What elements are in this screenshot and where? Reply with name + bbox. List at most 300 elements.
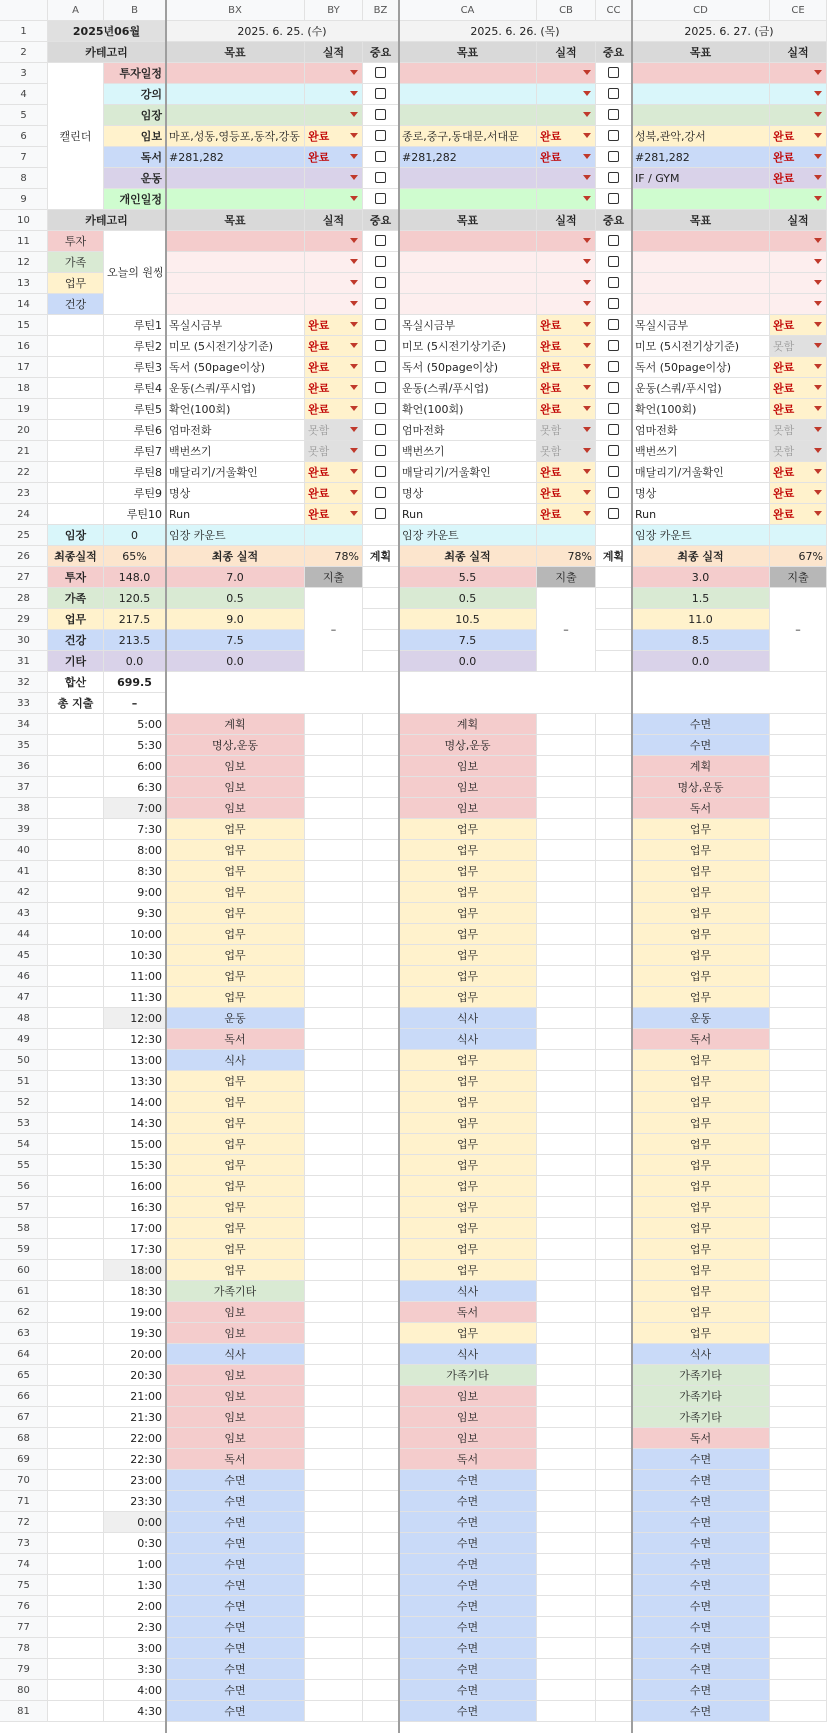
timeline-block[interactable]: 수면 <box>399 1491 537 1512</box>
routine-checkbox[interactable] <box>596 441 632 462</box>
timeline-result[interactable] <box>537 1386 596 1407</box>
row-number[interactable]: 51 <box>0 1071 48 1092</box>
timeline-result[interactable] <box>537 1638 596 1659</box>
wonthing-goal[interactable] <box>399 273 537 294</box>
timeline-result[interactable] <box>305 1134 363 1155</box>
dropdown-arrow-icon[interactable] <box>350 448 358 453</box>
dropdown-arrow-icon[interactable] <box>814 70 822 75</box>
routine-status[interactable]: 완료 <box>305 504 363 525</box>
important-checkbox[interactable] <box>596 147 632 168</box>
checkbox-icon[interactable] <box>375 172 386 183</box>
checkbox-icon[interactable] <box>375 235 386 246</box>
timeline-result[interactable] <box>537 945 596 966</box>
timeline-block[interactable]: 수면 <box>166 1575 305 1596</box>
row-number[interactable]: 43 <box>0 903 48 924</box>
timeline-block[interactable]: 수면 <box>399 1701 537 1722</box>
row-number[interactable]: 38 <box>0 798 48 819</box>
checkbox-icon[interactable] <box>375 298 386 309</box>
checkbox-icon[interactable] <box>608 508 619 519</box>
timeline-result[interactable] <box>537 1008 596 1029</box>
timeline-result[interactable] <box>537 1470 596 1491</box>
timeline-block[interactable]: 업무 <box>632 966 770 987</box>
timeline-block[interactable]: 업무 <box>632 1281 770 1302</box>
timeline-block[interactable]: 업무 <box>399 987 537 1008</box>
timeline-block[interactable]: 임보 <box>166 1323 305 1344</box>
dropdown-arrow-icon[interactable] <box>350 280 358 285</box>
timeline-block[interactable]: 수면 <box>632 1680 770 1701</box>
timeline-block[interactable]: 임보 <box>399 1386 537 1407</box>
schedule-goal[interactable] <box>632 63 770 84</box>
routine-status[interactable]: 완료 <box>305 336 363 357</box>
wonthing-goal[interactable] <box>632 252 770 273</box>
wonthing-goal[interactable] <box>166 273 305 294</box>
timeline-result[interactable] <box>305 819 363 840</box>
schedule-goal[interactable] <box>399 63 537 84</box>
timeline-block[interactable]: 임보 <box>166 1386 305 1407</box>
row-number[interactable]: 6 <box>0 126 48 147</box>
timeline-block[interactable]: 업무 <box>399 1134 537 1155</box>
routine-checkbox[interactable] <box>596 462 632 483</box>
timeline-result[interactable] <box>770 1575 827 1596</box>
timeline-block[interactable]: 수면 <box>399 1512 537 1533</box>
row-number[interactable]: 50 <box>0 1050 48 1071</box>
routine-checkbox[interactable] <box>596 378 632 399</box>
schedule-goal[interactable]: #281,282 <box>166 147 305 168</box>
timeline-result[interactable] <box>770 819 827 840</box>
important-checkbox[interactable] <box>596 273 632 294</box>
column-header-CE[interactable]: CE <box>770 0 827 21</box>
dropdown-arrow-icon[interactable] <box>814 448 822 453</box>
wonthing-goal[interactable] <box>632 231 770 252</box>
timeline-block[interactable]: 임보 <box>166 1302 305 1323</box>
schedule-status[interactable] <box>770 84 827 105</box>
timeline-block[interactable]: 수면 <box>632 1554 770 1575</box>
routine-goal[interactable]: 명상 <box>166 483 305 504</box>
checkbox-icon[interactable] <box>608 466 619 477</box>
dropdown-arrow-icon[interactable] <box>814 259 822 264</box>
checkbox-icon[interactable] <box>608 151 619 162</box>
schedule-goal[interactable]: 종로,중구,동대문,서대문 <box>399 126 537 147</box>
timeline-result[interactable] <box>537 903 596 924</box>
row-number[interactable]: 18 <box>0 378 48 399</box>
row-number[interactable]: 76 <box>0 1596 48 1617</box>
timeline-result[interactable] <box>305 1575 363 1596</box>
dropdown-arrow-icon[interactable] <box>583 364 591 369</box>
timeline-block[interactable]: 식사 <box>399 1029 537 1050</box>
routine-goal[interactable]: Run <box>632 504 770 525</box>
row-number[interactable]: 48 <box>0 1008 48 1029</box>
important-checkbox[interactable] <box>596 105 632 126</box>
timeline-block[interactable]: 업무 <box>632 1260 770 1281</box>
schedule-goal[interactable] <box>632 84 770 105</box>
dropdown-arrow-icon[interactable] <box>814 91 822 96</box>
timeline-block[interactable]: 임보 <box>166 1407 305 1428</box>
timeline-block[interactable]: 수면 <box>166 1470 305 1491</box>
timeline-block[interactable]: 수면 <box>632 1638 770 1659</box>
timeline-result[interactable] <box>770 1239 827 1260</box>
timeline-block[interactable]: 수면 <box>166 1680 305 1701</box>
timeline-block[interactable]: 업무 <box>399 1323 537 1344</box>
timeline-block[interactable]: 가족기타 <box>632 1386 770 1407</box>
wonthing-status[interactable] <box>770 252 827 273</box>
row-number[interactable]: 5 <box>0 105 48 126</box>
row-number[interactable]: 63 <box>0 1323 48 1344</box>
important-checkbox[interactable] <box>363 189 399 210</box>
timeline-block[interactable]: 업무 <box>399 1197 537 1218</box>
timeline-block[interactable]: 업무 <box>166 1155 305 1176</box>
timeline-result[interactable] <box>305 1617 363 1638</box>
row-number[interactable]: 45 <box>0 945 48 966</box>
timeline-block[interactable]: 업무 <box>166 924 305 945</box>
timeline-result[interactable] <box>770 1638 827 1659</box>
timeline-block[interactable]: 업무 <box>632 1176 770 1197</box>
timeline-result[interactable] <box>770 1176 827 1197</box>
checkbox-icon[interactable] <box>608 109 619 120</box>
schedule-status[interactable] <box>305 84 363 105</box>
important-checkbox[interactable] <box>363 231 399 252</box>
timeline-result[interactable] <box>305 1533 363 1554</box>
wonthing-status[interactable] <box>537 273 596 294</box>
timeline-result[interactable] <box>305 1260 363 1281</box>
checkbox-icon[interactable] <box>375 487 386 498</box>
timeline-block[interactable]: 운동 <box>632 1008 770 1029</box>
row-number[interactable]: 46 <box>0 966 48 987</box>
timeline-block[interactable]: 수면 <box>166 1533 305 1554</box>
routine-checkbox[interactable] <box>363 315 399 336</box>
timeline-result[interactable] <box>537 840 596 861</box>
routine-goal[interactable]: 엄마전화 <box>166 420 305 441</box>
routine-checkbox[interactable] <box>596 357 632 378</box>
timeline-block[interactable]: 식사 <box>399 1008 537 1029</box>
timeline-result[interactable] <box>537 1680 596 1701</box>
timeline-result[interactable] <box>770 1155 827 1176</box>
routine-goal[interactable]: 명상 <box>399 483 537 504</box>
timeline-result[interactable] <box>537 1176 596 1197</box>
dropdown-arrow-icon[interactable] <box>583 406 591 411</box>
dropdown-arrow-icon[interactable] <box>583 490 591 495</box>
timeline-block[interactable]: 명상,운동 <box>166 735 305 756</box>
timeline-result[interactable] <box>305 1092 363 1113</box>
routine-status[interactable]: 완료 <box>770 315 827 336</box>
wonthing-status[interactable] <box>305 273 363 294</box>
timeline-result[interactable] <box>770 1344 827 1365</box>
routine-checkbox[interactable] <box>363 399 399 420</box>
row-number[interactable]: 78 <box>0 1638 48 1659</box>
timeline-block[interactable]: 업무 <box>166 1197 305 1218</box>
timeline-result[interactable] <box>770 1470 827 1491</box>
checkbox-icon[interactable] <box>375 130 386 141</box>
routine-status[interactable]: 완료 <box>305 378 363 399</box>
row-number[interactable]: 37 <box>0 777 48 798</box>
wonthing-status[interactable] <box>770 273 827 294</box>
important-checkbox[interactable] <box>363 105 399 126</box>
timeline-result[interactable] <box>770 714 827 735</box>
timeline-block[interactable]: 업무 <box>632 987 770 1008</box>
row-number[interactable]: 70 <box>0 1470 48 1491</box>
timeline-block[interactable]: 업무 <box>166 1134 305 1155</box>
dropdown-arrow-icon[interactable] <box>814 175 822 180</box>
checkbox-icon[interactable] <box>608 235 619 246</box>
timeline-result[interactable] <box>770 945 827 966</box>
wonthing-goal[interactable] <box>399 294 537 315</box>
routine-status[interactable]: 완료 <box>305 357 363 378</box>
timeline-result[interactable] <box>770 1407 827 1428</box>
timeline-result[interactable] <box>537 1071 596 1092</box>
timeline-block[interactable]: 수면 <box>632 1533 770 1554</box>
timeline-block[interactable]: 수면 <box>632 1596 770 1617</box>
timeline-block[interactable]: 독서 <box>399 1302 537 1323</box>
timeline-block[interactable]: 업무 <box>399 1092 537 1113</box>
timeline-result[interactable] <box>537 1659 596 1680</box>
routine-status[interactable]: 완료 <box>305 483 363 504</box>
timeline-block[interactable]: 계획 <box>632 756 770 777</box>
timeline-block[interactable]: 식사 <box>166 1344 305 1365</box>
timeline-result[interactable] <box>770 777 827 798</box>
timeline-block[interactable]: 수면 <box>399 1575 537 1596</box>
routine-goal[interactable]: 독서 (50page이상) <box>632 357 770 378</box>
schedule-goal[interactable]: IF / GYM <box>632 168 770 189</box>
timeline-result[interactable] <box>305 1029 363 1050</box>
timeline-result[interactable] <box>305 1407 363 1428</box>
timeline-result[interactable] <box>537 966 596 987</box>
wonthing-status[interactable] <box>537 252 596 273</box>
timeline-result[interactable] <box>770 1197 827 1218</box>
timeline-result[interactable] <box>770 987 827 1008</box>
timeline-result[interactable] <box>770 1260 827 1281</box>
timeline-result[interactable] <box>537 1575 596 1596</box>
routine-status[interactable]: 완료 <box>305 399 363 420</box>
wonthing-status[interactable] <box>305 231 363 252</box>
dropdown-arrow-icon[interactable] <box>350 175 358 180</box>
timeline-result[interactable] <box>770 1071 827 1092</box>
timeline-result[interactable] <box>537 1092 596 1113</box>
timeline-block[interactable]: 식사 <box>399 1281 537 1302</box>
dropdown-arrow-icon[interactable] <box>583 448 591 453</box>
checkbox-icon[interactable] <box>608 403 619 414</box>
timeline-result[interactable] <box>537 1197 596 1218</box>
routine-goal[interactable]: 미모 (5시전기상기준) <box>166 336 305 357</box>
timeline-block[interactable]: 업무 <box>399 1260 537 1281</box>
row-number[interactable]: 64 <box>0 1344 48 1365</box>
schedule-goal[interactable]: 마포,성동,영등포,동작,강동 <box>166 126 305 147</box>
timeline-result[interactable] <box>305 1428 363 1449</box>
dropdown-arrow-icon[interactable] <box>350 469 358 474</box>
routine-status[interactable]: 완료 <box>770 399 827 420</box>
timeline-block[interactable]: 업무 <box>166 1239 305 1260</box>
timeline-block[interactable]: 독서 <box>166 1449 305 1470</box>
timeline-result[interactable] <box>537 1365 596 1386</box>
schedule-goal[interactable] <box>399 189 537 210</box>
row-number[interactable]: 74 <box>0 1554 48 1575</box>
important-checkbox[interactable] <box>596 252 632 273</box>
timeline-result[interactable] <box>305 735 363 756</box>
schedule-status[interactable]: 완료 <box>305 126 363 147</box>
timeline-result[interactable] <box>305 840 363 861</box>
row-number[interactable]: 72 <box>0 1512 48 1533</box>
timeline-block[interactable]: 업무 <box>166 1092 305 1113</box>
routine-status[interactable]: 완료 <box>537 378 596 399</box>
timeline-block[interactable]: 업무 <box>166 1218 305 1239</box>
row-number[interactable]: 11 <box>0 231 48 252</box>
timeline-result[interactable] <box>305 1302 363 1323</box>
timeline-block[interactable]: 독서 <box>632 798 770 819</box>
row-number[interactable]: 49 <box>0 1029 48 1050</box>
routine-checkbox[interactable] <box>596 483 632 504</box>
timeline-block[interactable]: 업무 <box>399 1113 537 1134</box>
dropdown-arrow-icon[interactable] <box>583 427 591 432</box>
timeline-block[interactable]: 업무 <box>632 1323 770 1344</box>
routine-goal[interactable]: 명상 <box>632 483 770 504</box>
dropdown-arrow-icon[interactable] <box>583 259 591 264</box>
row-number[interactable]: 7 <box>0 147 48 168</box>
row-number[interactable]: 26 <box>0 546 48 567</box>
routine-status[interactable]: 못함 <box>770 336 827 357</box>
timeline-block[interactable]: 업무 <box>166 987 305 1008</box>
timeline-result[interactable] <box>770 924 827 945</box>
routine-goal[interactable]: 목실시금부 <box>632 315 770 336</box>
row-number[interactable]: 66 <box>0 1386 48 1407</box>
timeline-block[interactable]: 임보 <box>399 1407 537 1428</box>
timeline-block[interactable]: 수면 <box>632 1659 770 1680</box>
timeline-result[interactable] <box>770 1008 827 1029</box>
dropdown-arrow-icon[interactable] <box>583 280 591 285</box>
checkbox-icon[interactable] <box>375 109 386 120</box>
timeline-result[interactable] <box>537 1344 596 1365</box>
timeline-block[interactable]: 업무 <box>632 861 770 882</box>
timeline-block[interactable]: 임보 <box>166 1365 305 1386</box>
timeline-block[interactable]: 수면 <box>399 1533 537 1554</box>
checkbox-icon[interactable] <box>608 340 619 351</box>
timeline-result[interactable] <box>537 1491 596 1512</box>
routine-checkbox[interactable] <box>363 504 399 525</box>
timeline-block[interactable]: 업무 <box>166 1071 305 1092</box>
timeline-block[interactable]: 수면 <box>632 714 770 735</box>
row-number[interactable]: 69 <box>0 1449 48 1470</box>
timeline-block[interactable]: 임보 <box>399 1428 537 1449</box>
routine-goal[interactable]: Run <box>399 504 537 525</box>
dropdown-arrow-icon[interactable] <box>583 133 591 138</box>
row-number[interactable]: 75 <box>0 1575 48 1596</box>
column-header-A[interactable]: A <box>48 0 104 21</box>
row-number[interactable]: 32 <box>0 672 48 693</box>
timeline-block[interactable]: 업무 <box>632 1092 770 1113</box>
routine-status[interactable]: 완료 <box>770 357 827 378</box>
routine-status[interactable]: 완료 <box>537 462 596 483</box>
timeline-block[interactable]: 업무 <box>632 1239 770 1260</box>
timeline-block[interactable]: 업무 <box>632 1197 770 1218</box>
schedule-status[interactable] <box>537 189 596 210</box>
timeline-block[interactable]: 업무 <box>399 1239 537 1260</box>
dropdown-arrow-icon[interactable] <box>350 385 358 390</box>
timeline-block[interactable]: 업무 <box>632 882 770 903</box>
row-number[interactable]: 65 <box>0 1365 48 1386</box>
row-number[interactable]: 41 <box>0 861 48 882</box>
checkbox-icon[interactable] <box>375 67 386 78</box>
dropdown-arrow-icon[interactable] <box>583 238 591 243</box>
routine-goal[interactable]: 백번쓰기 <box>166 441 305 462</box>
row-number[interactable]: 19 <box>0 399 48 420</box>
schedule-status[interactable]: 완료 <box>770 126 827 147</box>
timeline-block[interactable]: 계획 <box>166 714 305 735</box>
dropdown-arrow-icon[interactable] <box>814 364 822 369</box>
routine-status[interactable]: 못함 <box>770 441 827 462</box>
timeline-block[interactable]: 수면 <box>399 1470 537 1491</box>
timeline-result[interactable] <box>770 1113 827 1134</box>
timeline-result[interactable] <box>537 735 596 756</box>
dropdown-arrow-icon[interactable] <box>583 70 591 75</box>
timeline-result[interactable] <box>770 903 827 924</box>
timeline-block[interactable]: 업무 <box>166 819 305 840</box>
timeline-result[interactable] <box>305 945 363 966</box>
routine-goal[interactable]: 확언(100회) <box>399 399 537 420</box>
row-number[interactable]: 35 <box>0 735 48 756</box>
dropdown-arrow-icon[interactable] <box>583 112 591 117</box>
checkbox-icon[interactable] <box>608 172 619 183</box>
wonthing-status[interactable] <box>770 231 827 252</box>
schedule-status[interactable] <box>537 168 596 189</box>
timeline-block[interactable]: 수면 <box>632 735 770 756</box>
routine-status[interactable]: 완료 <box>770 462 827 483</box>
timeline-result[interactable] <box>770 798 827 819</box>
timeline-result[interactable] <box>770 1281 827 1302</box>
timeline-result[interactable] <box>305 1554 363 1575</box>
timeline-result[interactable] <box>305 1596 363 1617</box>
schedule-goal[interactable] <box>632 189 770 210</box>
row-number[interactable]: 44 <box>0 924 48 945</box>
timeline-result[interactable] <box>770 966 827 987</box>
routine-status[interactable]: 완료 <box>770 504 827 525</box>
timeline-block[interactable]: 수면 <box>399 1680 537 1701</box>
dropdown-arrow-icon[interactable] <box>350 196 358 201</box>
wonthing-goal[interactable] <box>166 294 305 315</box>
important-checkbox[interactable] <box>363 147 399 168</box>
row-number[interactable]: 68 <box>0 1428 48 1449</box>
wonthing-goal[interactable] <box>166 252 305 273</box>
timeline-block[interactable]: 가족기타 <box>399 1365 537 1386</box>
column-header-CD[interactable]: CD <box>632 0 770 21</box>
row-number[interactable]: 47 <box>0 987 48 1008</box>
timeline-block[interactable]: 업무 <box>399 945 537 966</box>
timeline-result[interactable] <box>537 798 596 819</box>
timeline-result[interactable] <box>537 1134 596 1155</box>
dropdown-arrow-icon[interactable] <box>814 511 822 516</box>
timeline-block[interactable]: 독서 <box>399 1449 537 1470</box>
important-checkbox[interactable] <box>596 189 632 210</box>
schedule-goal[interactable] <box>399 84 537 105</box>
dropdown-arrow-icon[interactable] <box>350 238 358 243</box>
timeline-result[interactable] <box>537 861 596 882</box>
schedule-status[interactable] <box>305 63 363 84</box>
schedule-status[interactable]: 완료 <box>537 147 596 168</box>
dropdown-arrow-icon[interactable] <box>350 91 358 96</box>
timeline-result[interactable] <box>537 1512 596 1533</box>
important-checkbox[interactable] <box>363 252 399 273</box>
routine-status[interactable]: 완료 <box>770 378 827 399</box>
row-number[interactable]: 12 <box>0 252 48 273</box>
timeline-block[interactable]: 수면 <box>166 1701 305 1722</box>
timeline-result[interactable] <box>537 1449 596 1470</box>
row-number[interactable]: 39 <box>0 819 48 840</box>
dropdown-arrow-icon[interactable] <box>350 364 358 369</box>
timeline-block[interactable]: 수면 <box>632 1470 770 1491</box>
row-number[interactable]: 61 <box>0 1281 48 1302</box>
routine-status[interactable]: 완료 <box>305 315 363 336</box>
dropdown-arrow-icon[interactable] <box>350 133 358 138</box>
timeline-result[interactable] <box>305 1491 363 1512</box>
important-checkbox[interactable] <box>363 63 399 84</box>
timeline-result[interactable] <box>305 1008 363 1029</box>
schedule-status[interactable] <box>770 63 827 84</box>
